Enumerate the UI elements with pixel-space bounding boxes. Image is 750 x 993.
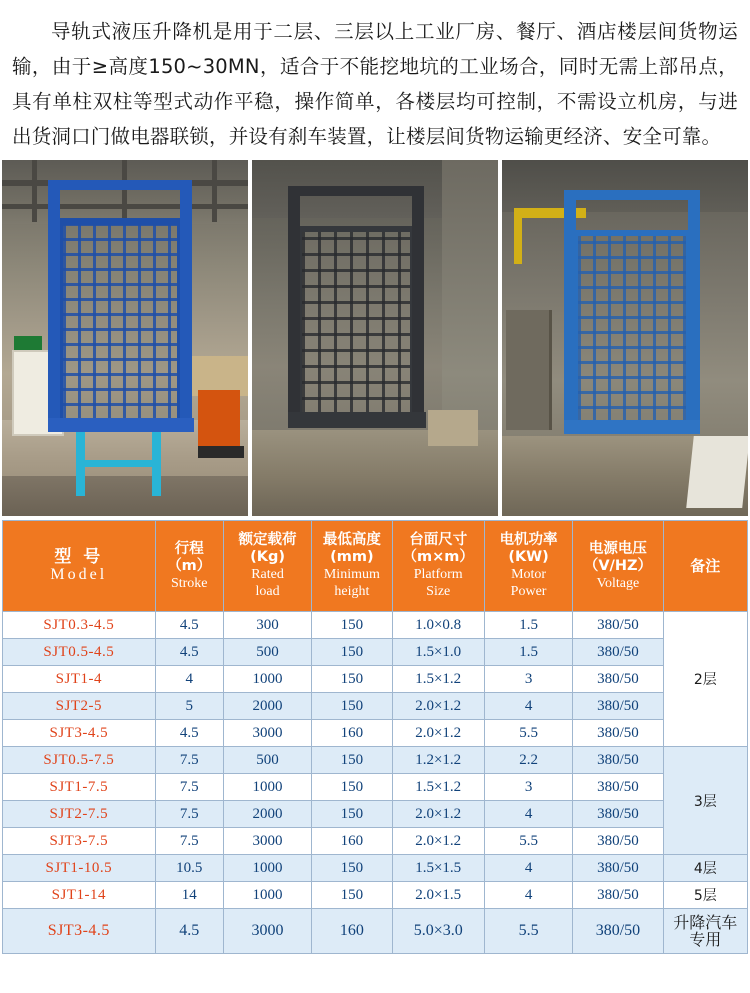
- cell-remark-group: 2层: [663, 612, 747, 747]
- header-stroke: [155, 521, 223, 612]
- header-size-en1: Platform: [413, 567, 463, 582]
- cell-size: 2.0×1.5: [392, 882, 484, 909]
- cell-stroke: 4.5: [155, 639, 223, 666]
- cell-model: SJT3-4.5: [3, 909, 156, 954]
- cell-remark-group: 升降汽车专用: [663, 909, 747, 954]
- header-size-unit: （m×m）: [402, 549, 474, 565]
- cell-stroke: 7.5: [155, 828, 223, 855]
- cell-height: 150: [312, 639, 392, 666]
- cell-size: 1.5×1.0: [392, 639, 484, 666]
- header-min-height: [312, 521, 392, 612]
- table-row: [3, 747, 748, 774]
- cell-size: 2.0×1.2: [392, 693, 484, 720]
- cell-model: SJT3-4.5: [3, 720, 156, 747]
- top-crossbar: [48, 180, 192, 190]
- cell-voltage: 380/50: [573, 612, 663, 639]
- cell-model: SJT3-7.5: [3, 828, 156, 855]
- intro-paragraph: 导轨式液压升降机是用于二层、三层以上工业厂房、餐厅、酒店楼层间货物运输，由于≥高度150~30MN，适合于不能挖地坑的工业场合，同时无需上部吊点，具有单柱双柱等型式动作平稳，操作简单，各楼层均可控制，不需设立机房，与进出货洞口门做电器联锁，并设有刹车装置，让楼层间货物运输更经济、安全可靠。: [12, 20, 738, 148]
- cell-height: 150: [312, 693, 392, 720]
- cell-size: 1.5×1.2: [392, 774, 484, 801]
- table-row: [3, 720, 748, 747]
- cell-load: 2000: [223, 801, 311, 828]
- header-stroke-en: Stroke: [170, 575, 208, 591]
- cell-power: 5.5: [484, 828, 572, 855]
- cell-model: SJT1-7.5: [3, 774, 156, 801]
- cell-height: 160: [312, 828, 392, 855]
- ceiling: [502, 160, 748, 212]
- header-remark-cn: 备注: [690, 556, 721, 575]
- cell-voltage: 380/50: [573, 747, 663, 774]
- cell-stroke: 7.5: [155, 747, 223, 774]
- guide-mast: [180, 180, 192, 428]
- header-power-en2: Power: [510, 584, 547, 599]
- cell-size: 2.0×1.2: [392, 801, 484, 828]
- lift-platform: [288, 412, 426, 428]
- cell-power: 4: [484, 693, 572, 720]
- floor-shadow: [2, 476, 248, 516]
- cell-voltage: 380/50: [573, 855, 663, 882]
- cell-voltage: 380/50: [573, 828, 663, 855]
- cell-remark-group: 4层: [663, 855, 747, 882]
- table-row: [3, 855, 748, 882]
- cell-model: SJT1-14: [3, 882, 156, 909]
- header-motor-power: [484, 521, 572, 612]
- cell-model: SJT2-7.5: [3, 801, 156, 828]
- cell-stroke: 4.5: [155, 720, 223, 747]
- cyan-rail: [76, 460, 161, 467]
- cell-size: 1.2×1.2: [392, 747, 484, 774]
- side-door: [506, 310, 552, 430]
- cell-load: 1000: [223, 774, 311, 801]
- header-load-en2: load: [255, 584, 280, 599]
- cell-size: 1.0×0.8: [392, 612, 484, 639]
- guide-mast: [48, 180, 60, 428]
- cell-load: 1000: [223, 882, 311, 909]
- cell-height: 150: [312, 855, 392, 882]
- cell-stroke: 14: [155, 882, 223, 909]
- table-row: [3, 909, 748, 954]
- cell-stroke: 7.5: [155, 774, 223, 801]
- cell-load: 300: [223, 612, 311, 639]
- cell-stroke: 4.5: [155, 612, 223, 639]
- header-height-cn: 最低高度: [322, 532, 381, 548]
- cell-model: SJT2-5: [3, 693, 156, 720]
- cell-load: 500: [223, 639, 311, 666]
- guide-mast: [412, 186, 424, 416]
- header-load-cn: 额定载荷: [238, 532, 297, 548]
- roof-post: [212, 160, 217, 222]
- header-height-en2: height: [334, 584, 370, 599]
- cell-power: 2.2: [484, 747, 572, 774]
- cell-load: 3000: [223, 828, 311, 855]
- header-voltage-cn: 电源电压: [588, 540, 647, 557]
- table-row: [3, 828, 748, 855]
- wrapped-goods: [686, 436, 748, 508]
- cell-load: 3000: [223, 909, 311, 954]
- header-power-cn: 电机功率: [499, 532, 558, 548]
- stacked-goods: [428, 410, 478, 446]
- table-row: [3, 882, 748, 909]
- product-photo-2: [252, 160, 498, 516]
- lift-platform: [564, 420, 700, 434]
- cell-load: 1000: [223, 855, 311, 882]
- header-model-cn: 型 号: [54, 547, 104, 567]
- guide-mast: [288, 186, 300, 416]
- header-height-unit: (mm): [330, 549, 374, 565]
- header-load-unit: (Kg): [250, 549, 285, 565]
- cell-power: 3: [484, 774, 572, 801]
- exit-sign: [14, 336, 42, 350]
- header-voltage: [573, 521, 663, 612]
- header-stroke-cn: 行程: [174, 540, 204, 557]
- cell-model: SJT0.3-4.5: [3, 612, 156, 639]
- cell-load: 1000: [223, 666, 311, 693]
- spec-table: [2, 520, 748, 954]
- cell-model: SJT1-4: [3, 666, 156, 693]
- cell-size: 1.5×1.2: [392, 666, 484, 693]
- cell-power: 3: [484, 666, 572, 693]
- guide-mast: [564, 190, 576, 426]
- cell-model: SJT0.5-4.5: [3, 639, 156, 666]
- cell-stroke: 4.5: [155, 909, 223, 954]
- cell-height: 150: [312, 666, 392, 693]
- table-row: [3, 693, 748, 720]
- table-row: [3, 774, 748, 801]
- top-crossbar: [564, 190, 700, 200]
- cell-height: 160: [312, 720, 392, 747]
- table-header-row: [3, 521, 748, 612]
- cell-power: 1.5: [484, 639, 572, 666]
- yellow-post: [514, 218, 522, 264]
- forklift-base: [198, 446, 244, 458]
- cell-power: 5.5: [484, 720, 572, 747]
- header-load-en1: Rated: [251, 567, 284, 582]
- cell-remark-group: 5层: [663, 882, 747, 909]
- cell-remark-group: 3层: [663, 747, 747, 855]
- header-power-en1: Motor: [511, 567, 547, 582]
- lift-cage: [56, 218, 184, 428]
- cell-load: 500: [223, 747, 311, 774]
- header-remark: [663, 521, 747, 612]
- header-size-en2: Size: [426, 584, 451, 599]
- cell-height: 150: [312, 774, 392, 801]
- header-voltage-en: Voltage: [596, 575, 640, 591]
- header-model: [3, 521, 156, 612]
- product-photo-3: [502, 160, 748, 516]
- cell-stroke: 7.5: [155, 801, 223, 828]
- cell-stroke: 5: [155, 693, 223, 720]
- cell-size: 2.0×1.2: [392, 720, 484, 747]
- header-stroke-unit: （m）: [167, 557, 212, 574]
- header-model-en: Model: [50, 566, 108, 583]
- cell-stroke: 10.5: [155, 855, 223, 882]
- cell-height: 150: [312, 801, 392, 828]
- roof-post: [32, 160, 37, 222]
- lift-cage: [572, 230, 692, 430]
- header-voltage-unit: （V/HZ）: [583, 557, 652, 574]
- cell-power: 4: [484, 882, 572, 909]
- cell-height: 150: [312, 747, 392, 774]
- cell-size: 1.5×1.5: [392, 855, 484, 882]
- cell-voltage: 380/50: [573, 801, 663, 828]
- cell-height: 150: [312, 612, 392, 639]
- cell-model: SJT0.5-7.5: [3, 747, 156, 774]
- cell-stroke: 4: [155, 666, 223, 693]
- top-crossbar: [288, 186, 424, 196]
- cell-load: 2000: [223, 693, 311, 720]
- cell-voltage: 380/50: [573, 774, 663, 801]
- cell-power: 4: [484, 855, 572, 882]
- spec-table-wrap: [0, 516, 750, 954]
- cell-size: 5.0×3.0: [392, 909, 484, 954]
- lift-platform: [48, 418, 194, 432]
- product-photo-1: [2, 160, 248, 516]
- table-row: [3, 639, 748, 666]
- cell-height: 160: [312, 909, 392, 954]
- cell-model: SJT1-10.5: [3, 855, 156, 882]
- table-row: [3, 666, 748, 693]
- header-rated-load: [223, 521, 311, 612]
- cell-voltage: 380/50: [573, 639, 663, 666]
- cell-power: 1.5: [484, 612, 572, 639]
- header-power-unit: (KW): [508, 549, 549, 565]
- table-body: [3, 612, 748, 954]
- cell-power: 4: [484, 801, 572, 828]
- table-row: [3, 612, 748, 639]
- header-height-en1: Minimum: [323, 567, 380, 582]
- cell-size: 2.0×1.2: [392, 828, 484, 855]
- forklift-body: [198, 390, 240, 446]
- guide-mast: [688, 190, 700, 426]
- header-size-cn: 台面尺寸: [409, 532, 468, 548]
- cell-load: 3000: [223, 720, 311, 747]
- cell-voltage: 380/50: [573, 720, 663, 747]
- header-platform-size: [392, 521, 484, 612]
- lift-cage: [296, 226, 416, 422]
- cell-voltage: 380/50: [573, 882, 663, 909]
- cell-voltage: 380/50: [573, 666, 663, 693]
- cell-height: 150: [312, 882, 392, 909]
- cell-voltage: 380/50: [573, 909, 663, 954]
- photo-strip: [0, 160, 750, 516]
- roof-post: [122, 160, 127, 222]
- table-row: [3, 801, 748, 828]
- cell-power: 5.5: [484, 909, 572, 954]
- cell-voltage: 380/50: [573, 693, 663, 720]
